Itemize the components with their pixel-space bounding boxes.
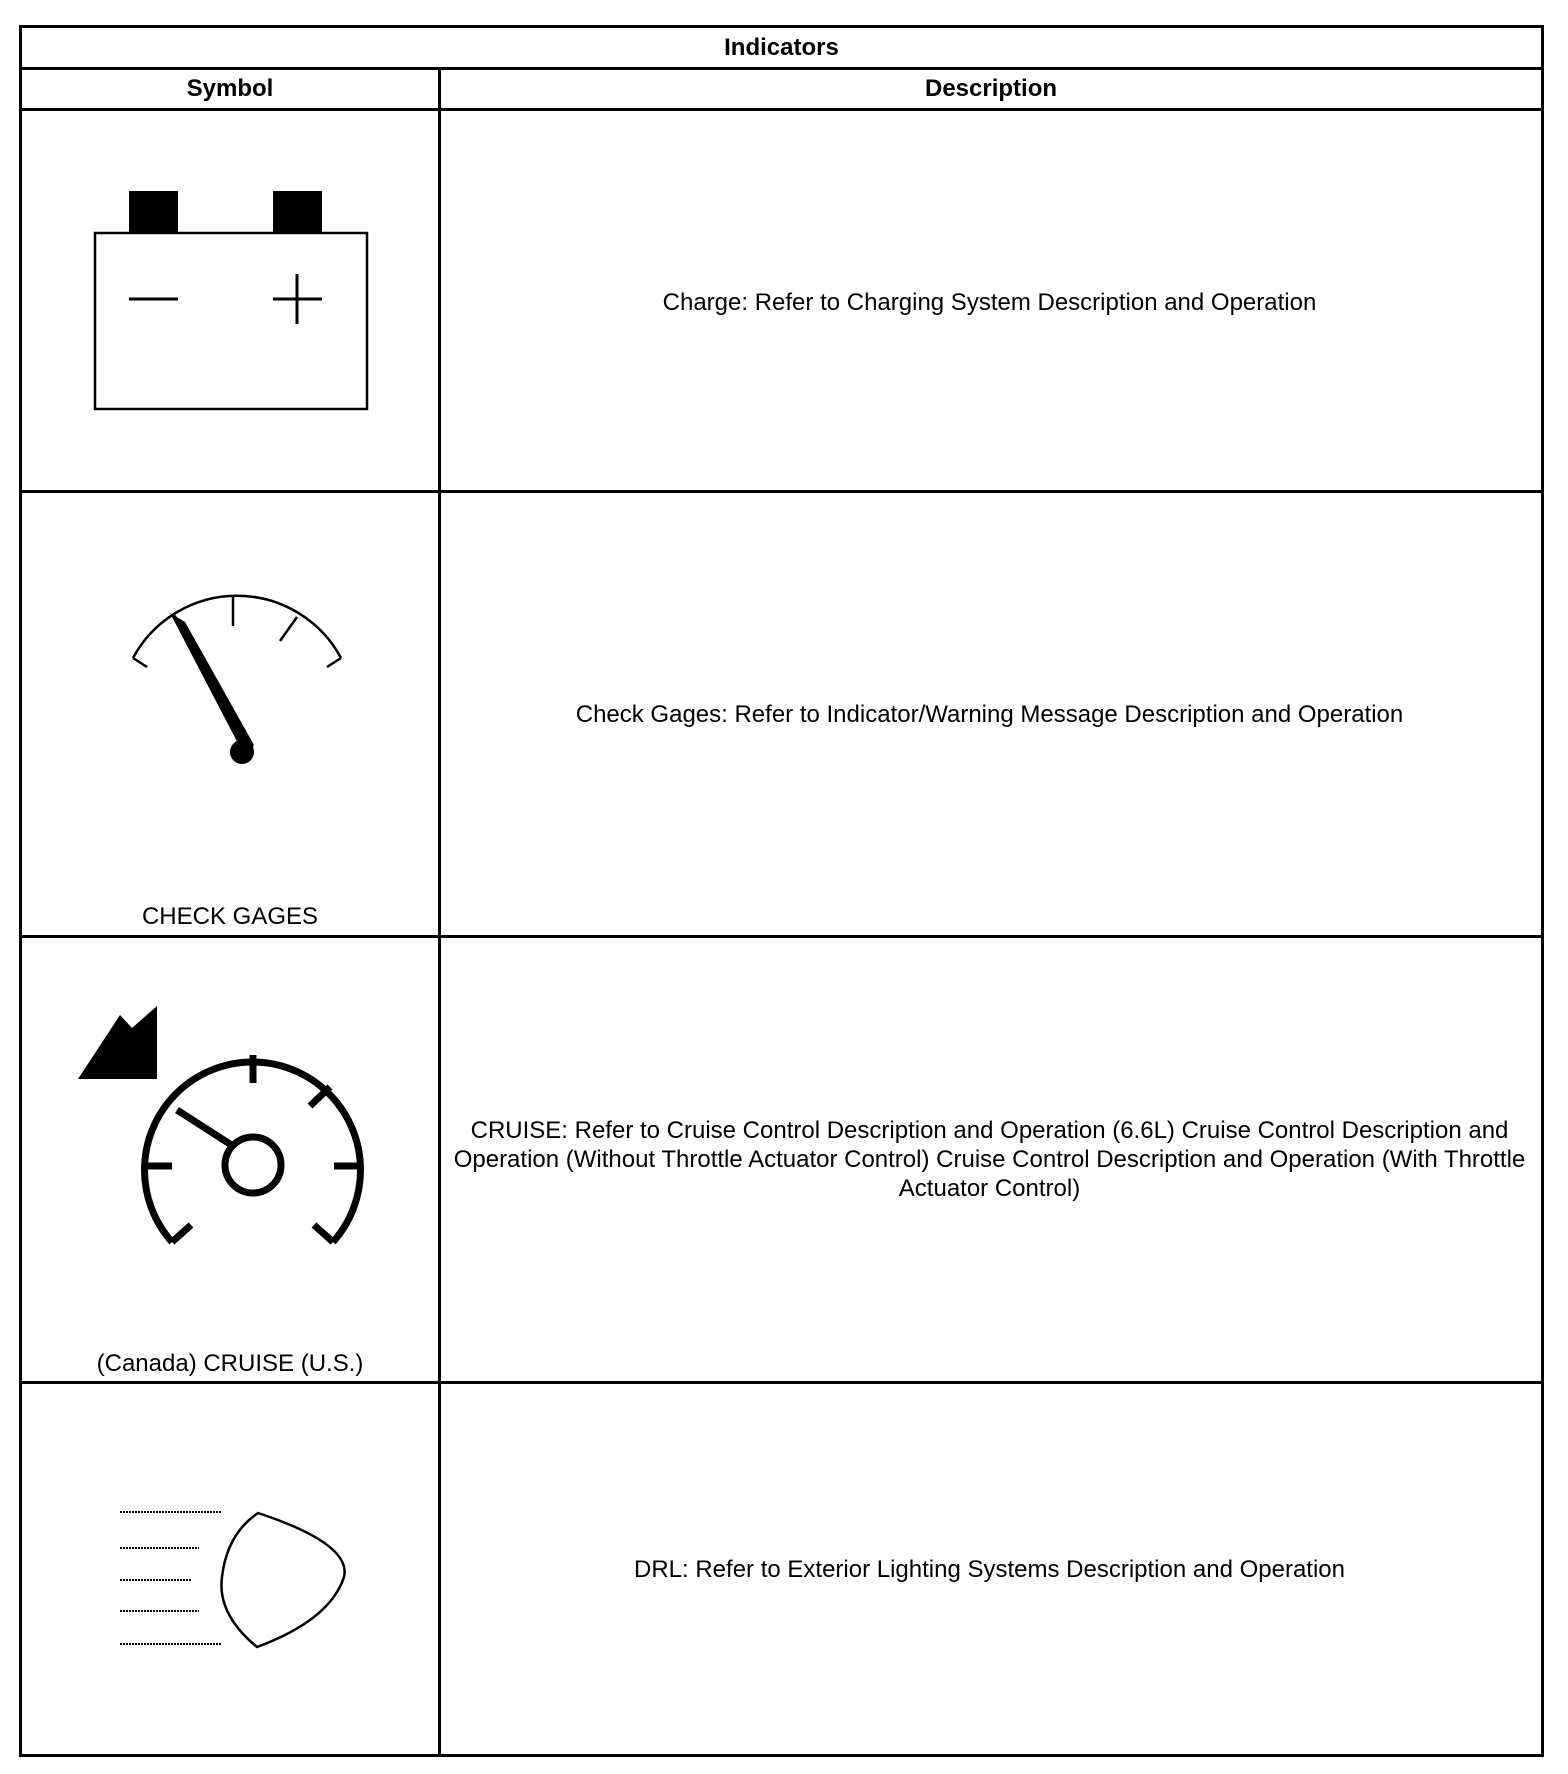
description-cell: DRL: Refer to Exterior Lighting Systems Description and Operation	[634, 1555, 1345, 1583]
indicators-table	[19, 25, 1544, 1757]
symbol-cell	[22, 1384, 438, 1754]
description-cell: Check Gages: Refer to Indicator/Warning Message Description and Operation	[575, 700, 1404, 728]
symbol-caption: (Canada) CRUISE (U.S.)	[96, 1350, 364, 1377]
symbol-cell	[22, 938, 438, 1381]
symbol-caption: CHECK GAGES	[141, 903, 319, 930]
column-headers	[22, 70, 1541, 111]
battery-icon	[22, 114, 438, 490]
table-row-check-gages	[22, 493, 1541, 938]
symbol-cell	[22, 493, 438, 935]
table-title: Indicators	[22, 28, 1541, 70]
description-cell: Charge: Refer to Charging System Description and Operation	[662, 288, 1317, 316]
gauge-icon	[22, 493, 438, 935]
cruise-speedometer-icon	[22, 938, 438, 1381]
table-row-drl	[22, 1384, 1541, 1754]
table-row-cruise	[22, 938, 1541, 1384]
symbol-column-header: Symbol	[186, 75, 274, 102]
description-column-header: Description	[924, 75, 1058, 102]
table-row-charge	[22, 114, 1541, 493]
symbol-cell	[22, 114, 438, 490]
description-cell: CRUISE: Refer to Cruise Control Description and Operation (6.6L) Cruise Control Description and Operation (Without Throttle Actuator Control) Cruise Control Description and Operation (With Throttle Actuator Control)	[453, 1117, 1526, 1202]
headlamp-icon	[22, 1384, 438, 1754]
cruise-arrow-icon	[78, 1006, 157, 1079]
